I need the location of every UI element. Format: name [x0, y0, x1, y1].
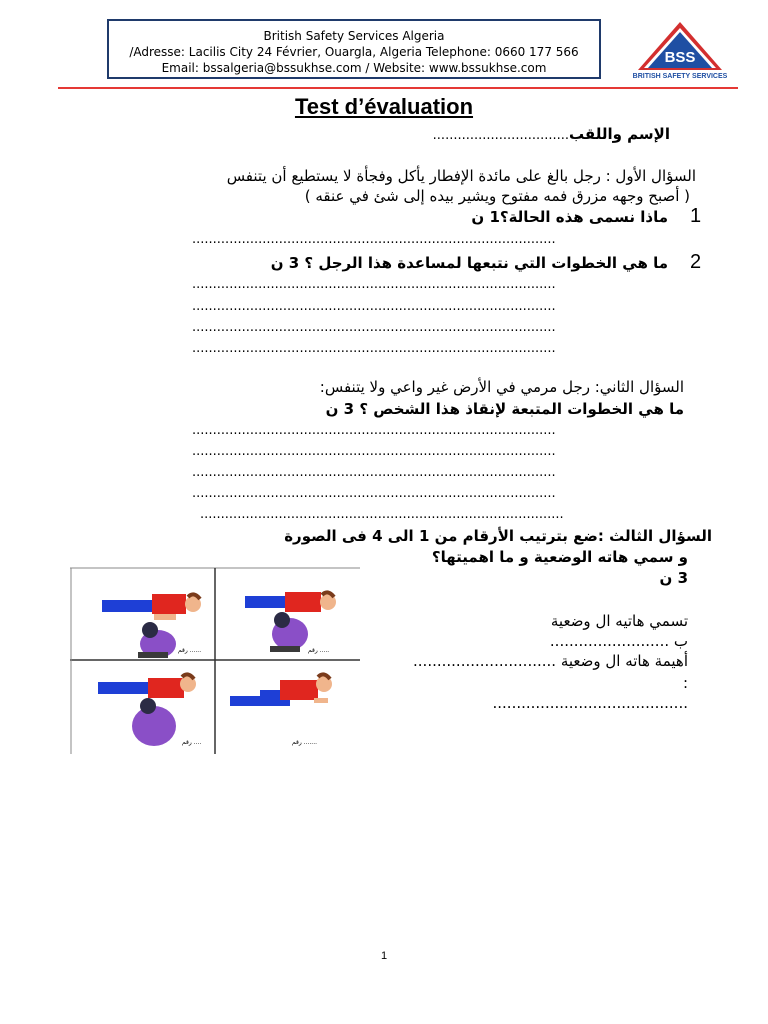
answer-line[interactable]: ........................................................................................: [200, 507, 564, 522]
panel-4-label: رقم .......: [292, 739, 318, 746]
panel-2-label: رقم .....: [308, 647, 330, 654]
answer-line[interactable]: ........................................................................................: [192, 299, 556, 314]
answer-line[interactable]: ........................................................................................: [192, 486, 556, 501]
page-title: Test d’évaluation: [294, 94, 474, 119]
name-field: [433, 124, 670, 143]
name-dots: .................................: [432, 128, 570, 143]
name-label: الإسم واللقب: [569, 125, 670, 143]
org-name: British Safety Services Algeria: [263, 29, 445, 43]
panel-3-label: رقم ....: [182, 739, 202, 746]
org-contact: Email: bssalgeria@bssukhse.com / Website: www.bssukhse.com: [161, 61, 547, 75]
answer-line[interactable]: ........................................................................................: [192, 232, 556, 247]
answer-line[interactable]: ........................................................................................: [192, 277, 556, 292]
header-box: [107, 19, 601, 79]
q1-intro-line1: السؤال الأول : رجل بالغ على مائدة الإفطار يأكل وفجأة لا يستطيع أن يتنفس: [226, 167, 696, 185]
logo-subtext: BRITISH SAFETY SERVICES: [632, 73, 728, 80]
q3-name-label: تسمي هاتيه ال وضعية: [550, 612, 688, 630]
q3-importance-label[interactable]: أهيمة هاته ال وضعية ..............................: [413, 652, 688, 670]
header-divider: [58, 87, 738, 89]
logo-text: BSS: [664, 49, 696, 66]
answer-line[interactable]: ........................................................................................: [192, 465, 556, 480]
q3-name-dots[interactable]: ب .........................: [549, 632, 688, 650]
page-number: 1: [380, 950, 388, 962]
q3-line3: 3 ن: [659, 569, 688, 587]
q1-sub1-number: 1: [690, 205, 702, 227]
q2-intro: السؤال الثاني: رجل مرمي في الأرض غير واعي ولا يتنفس:: [319, 378, 684, 396]
q1-sub2-number: 2: [690, 251, 702, 273]
q3-final-dots[interactable]: .........................................: [492, 694, 688, 712]
answer-line[interactable]: ........................................................................................: [192, 341, 556, 356]
answer-line[interactable]: ........................................................................................: [192, 320, 556, 335]
recovery-position-illustration: [70, 566, 360, 754]
q1-intro-line2: ( أصبح وجهه مزرق فمه مفتوح ويشير بيده إلى شئ في عنقه ): [304, 187, 690, 205]
q3-colon: :: [682, 674, 688, 692]
panel-1-label: رقم ......: [178, 647, 202, 654]
answer-line[interactable]: ........................................................................................: [192, 423, 556, 438]
q1-sub1-text: ماذا نسمى هذه الحالة؟1 ن: [471, 208, 668, 226]
q1-sub2-text: ما هي الخطوات التي نتبعها لمساعدة هذا الرجل ؟ 3 ن: [270, 254, 668, 272]
org-address: /Adresse: Lacilis City 24 Février, Ouargla, Algeria Telephone: 0660 177 566: [129, 45, 579, 59]
answer-line[interactable]: ........................................................................................: [192, 444, 556, 459]
q3-line2: و سمي هاته الوضعية و ما اهميتها؟: [431, 548, 688, 566]
q3-line1: السؤال الثالث :ضع بترتيب الأرقام من 1 الى 4 فى الصورة: [284, 527, 712, 545]
bss-logo: [618, 18, 740, 82]
q2-question: ما هي الخطوات المتبعة لإنقاذ هذا الشخص ؟ 3 ن: [325, 400, 684, 418]
